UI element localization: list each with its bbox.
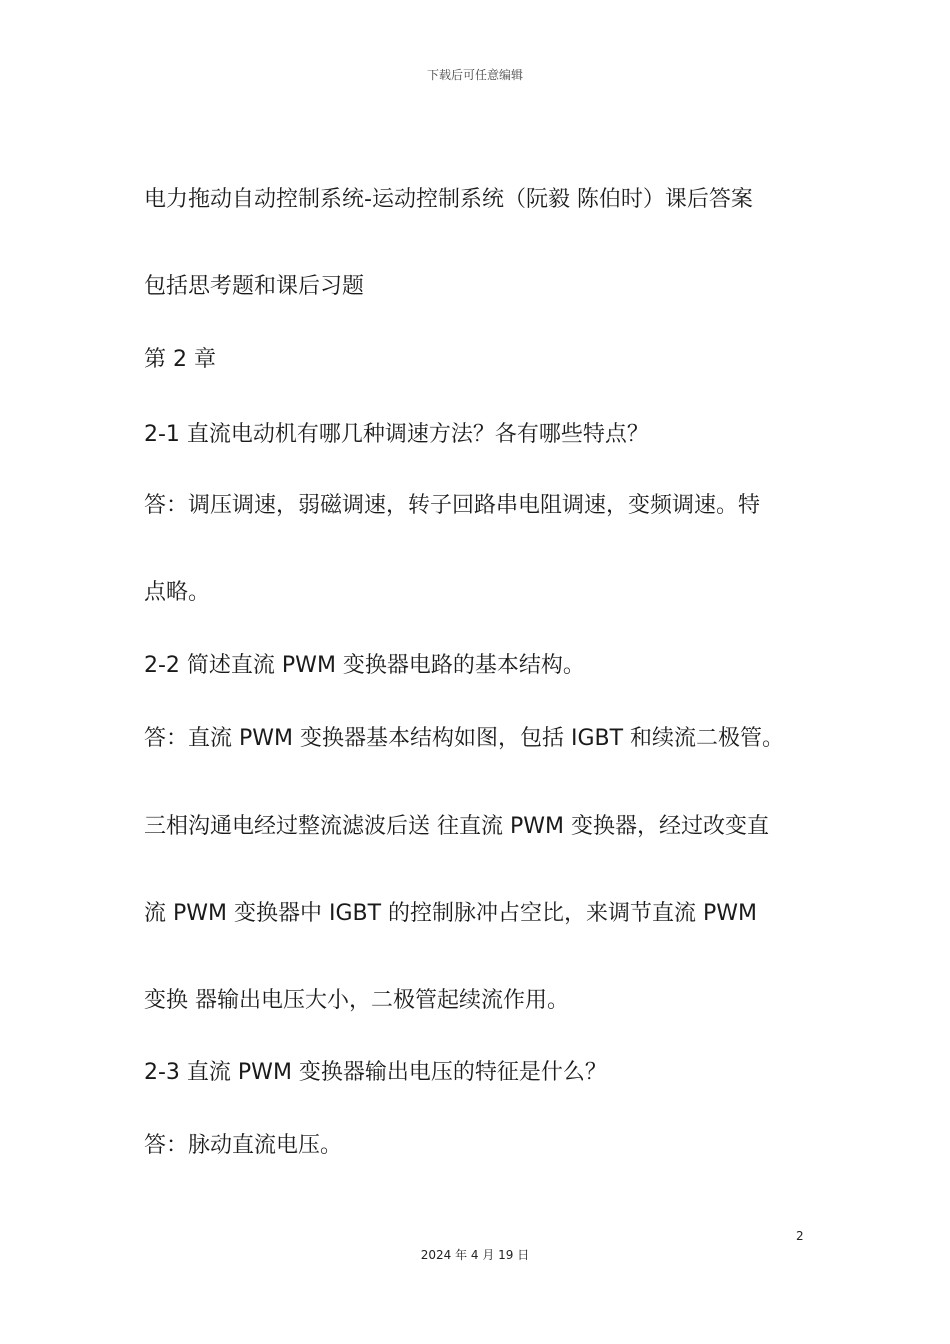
question-2-2: 2-2 简述直流 PWM 变换器电路的基本结构。: [144, 653, 585, 678]
document-subtitle: 包括思考题和课后习题: [144, 274, 365, 299]
footer-date: 2024 年 4 月 19 日: [420, 1248, 530, 1262]
question-2-3: 2-3 直流 PWM 变换器输出电压的特征是什么？: [144, 1060, 607, 1085]
answer-2-2-line-2: 三相沟通电经过整流滤波后送 往直流 PWM 变换器，经过改变直: [144, 814, 769, 839]
question-2-1: 2-1 直流电动机有哪几种调速方法？各有哪些特点？: [144, 422, 649, 447]
page-header: 下载后可任意编辑: [426, 68, 523, 82]
page-number: 2: [796, 1229, 804, 1243]
answer-2-2-line-3: 流 PWM 变换器中 IGBT 的控制脉冲占空比，来调节直流 PWM: [144, 901, 758, 926]
answer-2-2-line-4: 变换 器输出电压大小，二极管起续流作用。: [144, 988, 569, 1013]
answer-2-1-line-1: 答：调压调速，弱磁调速，转子回路串电阻调速，变频调速。特: [144, 493, 761, 518]
answer-2-2-line-1: 答：直流 PWM 变换器基本结构如图，包括 IGBT 和续流二极管。: [144, 726, 785, 751]
answer-2-1-line-2: 点略。: [144, 580, 211, 605]
answer-2-3-line-1: 答：脉动直流电压。: [144, 1133, 343, 1158]
chapter-heading: 第 2 章: [144, 347, 216, 372]
document-title: 电力拖动自动控制系统-运动控制系统（阮毅 陈伯时）课后答案: [144, 187, 753, 212]
